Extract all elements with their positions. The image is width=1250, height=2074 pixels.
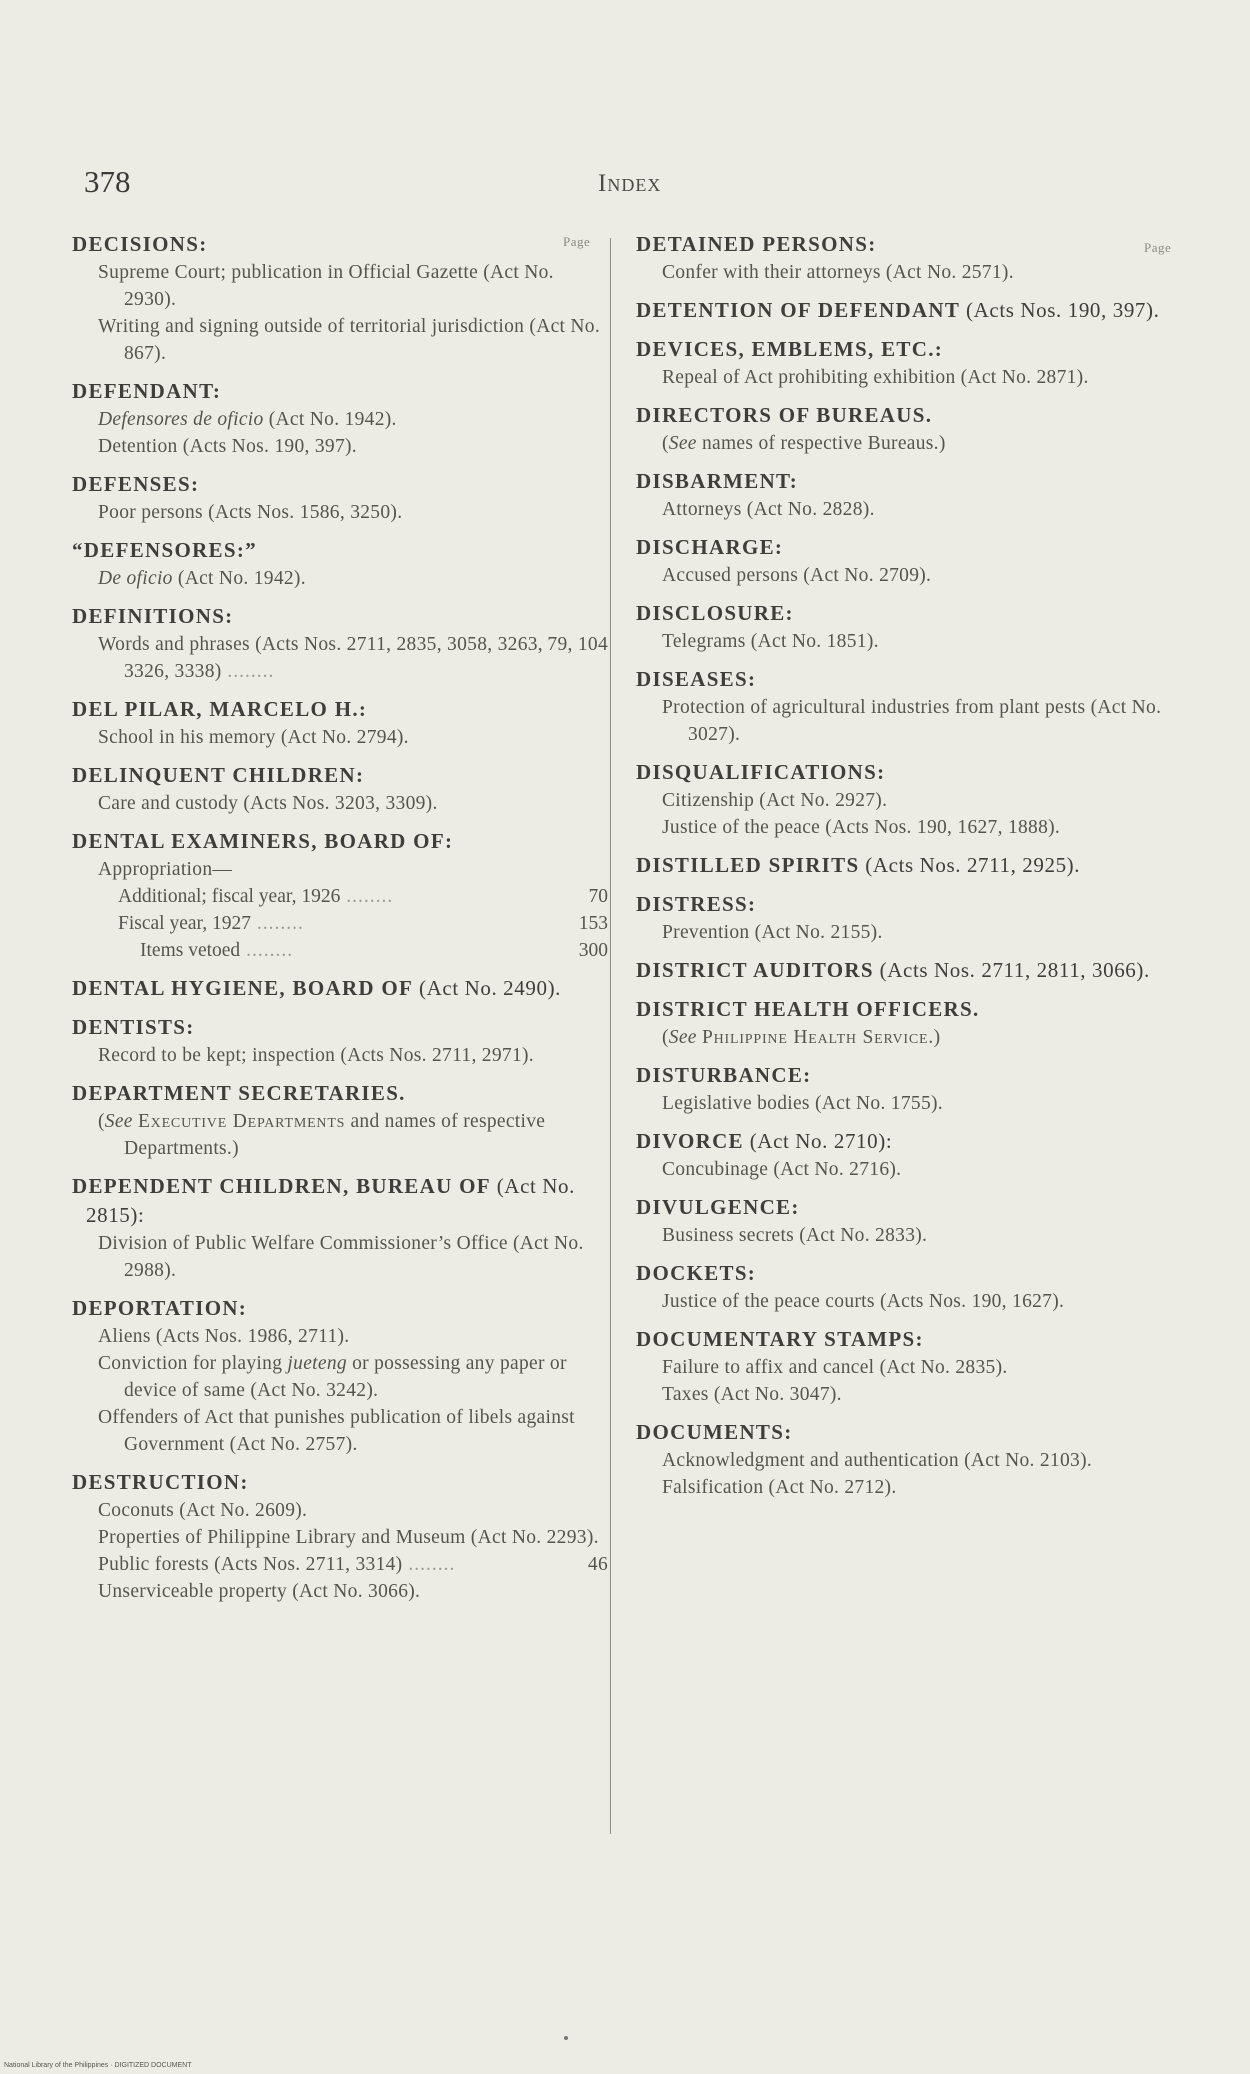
page-reference: 300 [578,940,608,961]
index-entry [72,470,608,526]
subentry [636,1354,1182,1381]
heading-text: DESTRUCTION: [72,1470,249,1494]
entry-heading [72,470,608,499]
subentry-text: Care and custody (Acts Nos. 3203, 3309). [98,793,438,814]
heading-text: DENTISTS: [72,1015,195,1039]
subentry-text: Coconuts (Act No. 2609). [98,1500,308,1521]
heading-text: DEPORTATION: [72,1296,248,1320]
cross-reference-target: Executive Departments [137,1111,346,1132]
entry-heading [636,1259,1182,1288]
subentry-text: Legislative bodies (Act No. 1755). [662,1093,943,1114]
subentry-text: Record to be kept; inspection (Acts Nos. 2711, 2971). [98,1045,534,1066]
index-entry [636,890,1182,946]
index-column-left [72,230,608,1615]
subentry-text: Properties of Philippine Library and Museum (Act No. 2293). [98,1527,599,1548]
entry-heading [72,827,608,856]
subentry [636,1447,1182,1474]
subentry [636,787,1182,814]
heading-text: DIVORCE [636,1129,744,1153]
see-word: See [668,433,697,454]
heading-text: DIRECTORS OF BUREAUS. [636,403,933,427]
heading-text: DEPENDENT CHILDREN, BUREAU OF [72,1174,491,1198]
index-entry [72,827,608,964]
entry-heading [636,296,1182,325]
see-word: See [668,1027,697,1048]
heading-text: DEL PILAR, MARCELO H.: [72,697,368,721]
cross-reference-target: Philippine Health Service [701,1027,929,1048]
entry-heading [72,1294,608,1323]
entry-heading [72,377,608,406]
heading-text: DISTRICT HEALTH OFFICERS. [636,997,980,1021]
heading-text: DISQUALIFICATIONS: [636,760,886,784]
subentry [72,910,608,937]
heading-reference: (Acts Nos. 2711, 2925). [859,853,1081,877]
index-entry [636,401,1182,457]
subentry-text-cont: or possessing any paper or device of same (Act No. 3242). [124,1353,567,1401]
entry-heading [72,1468,608,1497]
heading-text: DISBARMENT: [636,469,799,493]
entry-heading [72,230,608,259]
index-entry [72,1013,608,1069]
page-reference: 46 [587,1554,608,1575]
subentry [636,259,1182,286]
subentry [72,790,608,817]
index-entry [72,695,608,751]
subentry [636,814,1182,841]
entry-heading [636,230,1182,259]
index-entry [636,230,1182,286]
subentry [636,1381,1182,1408]
subentry-text: Appropriation— [98,859,233,880]
index-entry [636,995,1182,1051]
index-entry [636,1325,1182,1408]
subentry [72,499,608,526]
subentry [72,1497,608,1524]
entry-heading [636,1127,1182,1156]
entry-heading [72,1079,608,1108]
subentry-text: Telegrams (Act No. 1851). [662,631,879,652]
subentry [636,1156,1182,1183]
heading-text: DEFINITIONS: [72,604,234,628]
index-entry [636,1418,1182,1501]
index-entry [636,956,1182,985]
subentry-text: Writing and signing outside of territorial jurisdiction (Act No. 867). [98,316,601,364]
subentry-text: Words and phrases (Acts Nos. 2711, 2835, 3058, 3263, 3326, 3338) [98,634,543,682]
heading-text: DETAINED PERSONS: [636,232,877,256]
heading-reference: (Acts Nos. 190, 397). [960,298,1160,322]
subentry [72,1042,608,1069]
heading-text: DISTRESS: [636,892,757,916]
subentry [636,1222,1182,1249]
entry-heading [72,1172,608,1230]
subentry [72,433,608,460]
subentry-text: Business secrets (Act No. 2833). [662,1225,928,1246]
index-entry [636,335,1182,391]
entry-heading [72,695,608,724]
index-column-right [636,230,1182,1511]
subentry [636,628,1182,655]
heading-text: DEFENDANT: [72,379,222,403]
heading-reference: (Act No. 2710): [743,1129,893,1153]
entry-heading [636,401,1182,430]
heading-text: DOCUMENTARY STAMPS: [636,1327,924,1351]
index-entry [72,1172,608,1284]
subentry-text: Offenders of Act that punishes publication of libels against Government (Act No. 2757). [98,1407,575,1455]
index-entry [72,377,608,460]
entry-heading [636,599,1182,628]
heading-reference: (Act No. 2490). [413,976,562,1000]
subentry-text: (Act No. 1942). [263,409,397,430]
entry-heading [636,851,1182,880]
index-entry [636,599,1182,655]
print-mark [564,2036,568,2040]
entry-heading [636,956,1182,985]
see-reference: (See Executive Departments and names of respective Departments.) [98,1111,546,1159]
index-entry [636,665,1182,748]
heading-text: DENTAL HYGIENE, BOARD OF [72,976,414,1000]
page-reference: 153 [578,913,608,934]
heading-text: DISEASES: [636,667,757,691]
subentry-text: Items vetoed [140,940,241,961]
running-head: Index [598,170,662,197]
subentry-text: Prevention (Act No. 2155). [662,922,883,943]
subentry [636,919,1182,946]
subentry [72,1578,608,1605]
subentry-text: Conviction for playing [98,1353,288,1374]
see-reference: (See names of respective Bureaus.) [662,433,946,454]
entry-heading [636,1325,1182,1354]
heading-text: DEPARTMENT SECRETARIES. [72,1081,406,1105]
heading-text: DIVULGENCE: [636,1195,800,1219]
heading-text: “DEFENSORES:” [72,538,257,562]
index-entry [72,602,608,685]
index-entry [72,761,608,817]
entry-heading [636,1061,1182,1090]
heading-text: DISTRICT AUDITORS [636,958,874,982]
index-entry [72,1468,608,1605]
subentry-text: Citizenship (Act No. 2927). [662,790,888,811]
dot-leader: ........ [221,661,275,682]
subentry [72,406,608,433]
heading-text: DISCLOSURE: [636,601,794,625]
entry-heading [636,665,1182,694]
subentry [636,562,1182,589]
see-word: See [104,1111,133,1132]
subentry-text: names of respective Bureaus.) [701,433,946,454]
subentry-text: Protection of agricultural industries from plant pests (Act No. 3027). [662,697,1162,745]
subentry-text: School in his memory (Act No. 2794). [98,727,409,748]
heading-text: DETENTION OF DEFENDANT [636,298,961,322]
subentry-text: Public forests (Acts Nos. 2711, 3314) [98,1554,403,1575]
index-entry [72,1079,608,1162]
entry-heading [72,536,608,565]
subentry [72,724,608,751]
entry-heading [636,1418,1182,1447]
subentry-text: and names of respective Departments.) [124,1111,546,1159]
subentry [636,1090,1182,1117]
entry-heading [636,995,1182,1024]
subentry [636,1474,1182,1501]
see-reference: (See Philippine Health Service.) [662,1027,941,1048]
dot-leader: ........ [240,940,294,961]
heading-reference: (Act No. 2815): [86,1174,575,1227]
index-entry [72,536,608,592]
page-column-label-right: Page [1144,240,1172,255]
heading-text: DECISIONS: [72,232,208,256]
entry-heading [636,890,1182,919]
italic-term: Defensores de oficio [98,409,264,430]
subentry [72,1323,608,1350]
entry-heading [72,761,608,790]
index-entry [636,758,1182,841]
heading-text: DISCHARGE: [636,535,784,559]
entry-heading [72,1013,608,1042]
subentry [72,883,608,910]
page-reference: 79, 104 [547,634,608,655]
subentry-text: Falsification (Act No. 2712). [662,1477,897,1498]
index-entry [636,533,1182,589]
index-entry [636,851,1182,880]
subentry [72,1230,608,1284]
subentry [636,364,1182,391]
dot-leader: ........ [250,913,304,934]
subentry [72,1551,608,1578]
subentry-text: Confer with their attorneys (Act No. 2571). [662,262,1014,283]
entry-heading [72,602,608,631]
index-entry [72,1294,608,1458]
subentry-text: Acknowledgment and authentication (Act No. 2103). [662,1450,1093,1471]
subentry-text: Failure to affix and cancel (Act No. 2835). [662,1357,1008,1378]
subentry-text: Taxes (Act No. 3047). [662,1384,842,1405]
subentry-text: Supreme Court; publication in Official Gazette (Act No. 2930). [98,262,554,310]
column-divider [610,238,611,1834]
subentry-text: Unserviceable property (Act No. 3066). [98,1581,421,1602]
subentry [72,313,608,367]
entry-heading [636,533,1182,562]
subentry [636,496,1182,523]
subentry [72,937,608,964]
subentry-text: Detention (Acts Nos. 190, 397). [98,436,357,457]
entry-heading [636,758,1182,787]
index-entry [72,230,608,367]
subentry [72,565,608,592]
index-entry [636,1259,1182,1315]
subentry [72,1524,608,1551]
heading-text: DISTILLED SPIRITS [636,853,860,877]
heading-reference: (Acts Nos. 2711, 2811, 3066). [873,958,1150,982]
dot-leader: ........ [402,1554,456,1575]
heading-text: DOCUMENTS: [636,1420,793,1444]
index-entry [636,1193,1182,1249]
heading-text: DEVICES, EMBLEMS, ETC.: [636,337,944,361]
index-entry [636,1061,1182,1117]
subentry-text: Division of Public Welfare Commissioner’s Office (Act No. 2988). [98,1233,584,1281]
scan-footer: National Library of the Philippines · DIGITIZED DOCUMENT [4,2062,192,2069]
subentry-text: Aliens (Acts Nos. 1986, 2711). [98,1326,350,1347]
heading-text: DELINQUENT CHILDREN: [72,763,365,787]
entry-heading [636,467,1182,496]
subentry [636,1288,1182,1315]
italic-term: jueteng [287,1353,347,1374]
entry-heading [636,1193,1182,1222]
subentry-text: Concubinage (Act No. 2716). [662,1159,902,1180]
subentry-text: Accused persons (Act No. 2709). [662,565,932,586]
subentry-text: Fiscal year, 1927 [118,913,251,934]
subentry-text: Attorneys (Act No. 2828). [662,499,875,520]
heading-text: DENTAL EXAMINERS, BOARD OF: [72,829,454,853]
page-column-label-left: Page [563,234,591,249]
subentry-text: Poor persons (Acts Nos. 1586, 3250). [98,502,403,523]
heading-text: DISTURBANCE: [636,1063,812,1087]
index-entry [636,467,1182,523]
subentry-text: Justice of the peace (Acts Nos. 190, 1627, 1888). [662,817,1061,838]
subentry-text: .) [928,1027,941,1048]
heading-text: DEFENSES: [72,472,200,496]
subentry-text: Justice of the peace courts (Acts Nos. 190, 1627). [662,1291,1065,1312]
subentry [72,856,608,883]
page-number: 378 [84,164,131,199]
dot-leader: ........ [340,886,394,907]
subentry [636,694,1182,748]
subentry [72,1350,608,1404]
subentry [72,1404,608,1458]
italic-term: De oficio [98,568,173,589]
subentry-text: Repeal of Act prohibiting exhibition (Act No. 2871). [662,367,1089,388]
subentry-text: (Act No. 1942). [172,568,306,589]
page-reference: 70 [588,886,608,907]
entry-heading [72,974,608,1003]
subentry-text: Additional; fiscal year, 1926 [118,886,341,907]
entry-heading [636,335,1182,364]
index-entry [636,1127,1182,1183]
index-entry [72,974,608,1003]
heading-text: DOCKETS: [636,1261,757,1285]
index-entry [636,296,1182,325]
subentry [72,259,608,313]
subentry [72,631,608,685]
